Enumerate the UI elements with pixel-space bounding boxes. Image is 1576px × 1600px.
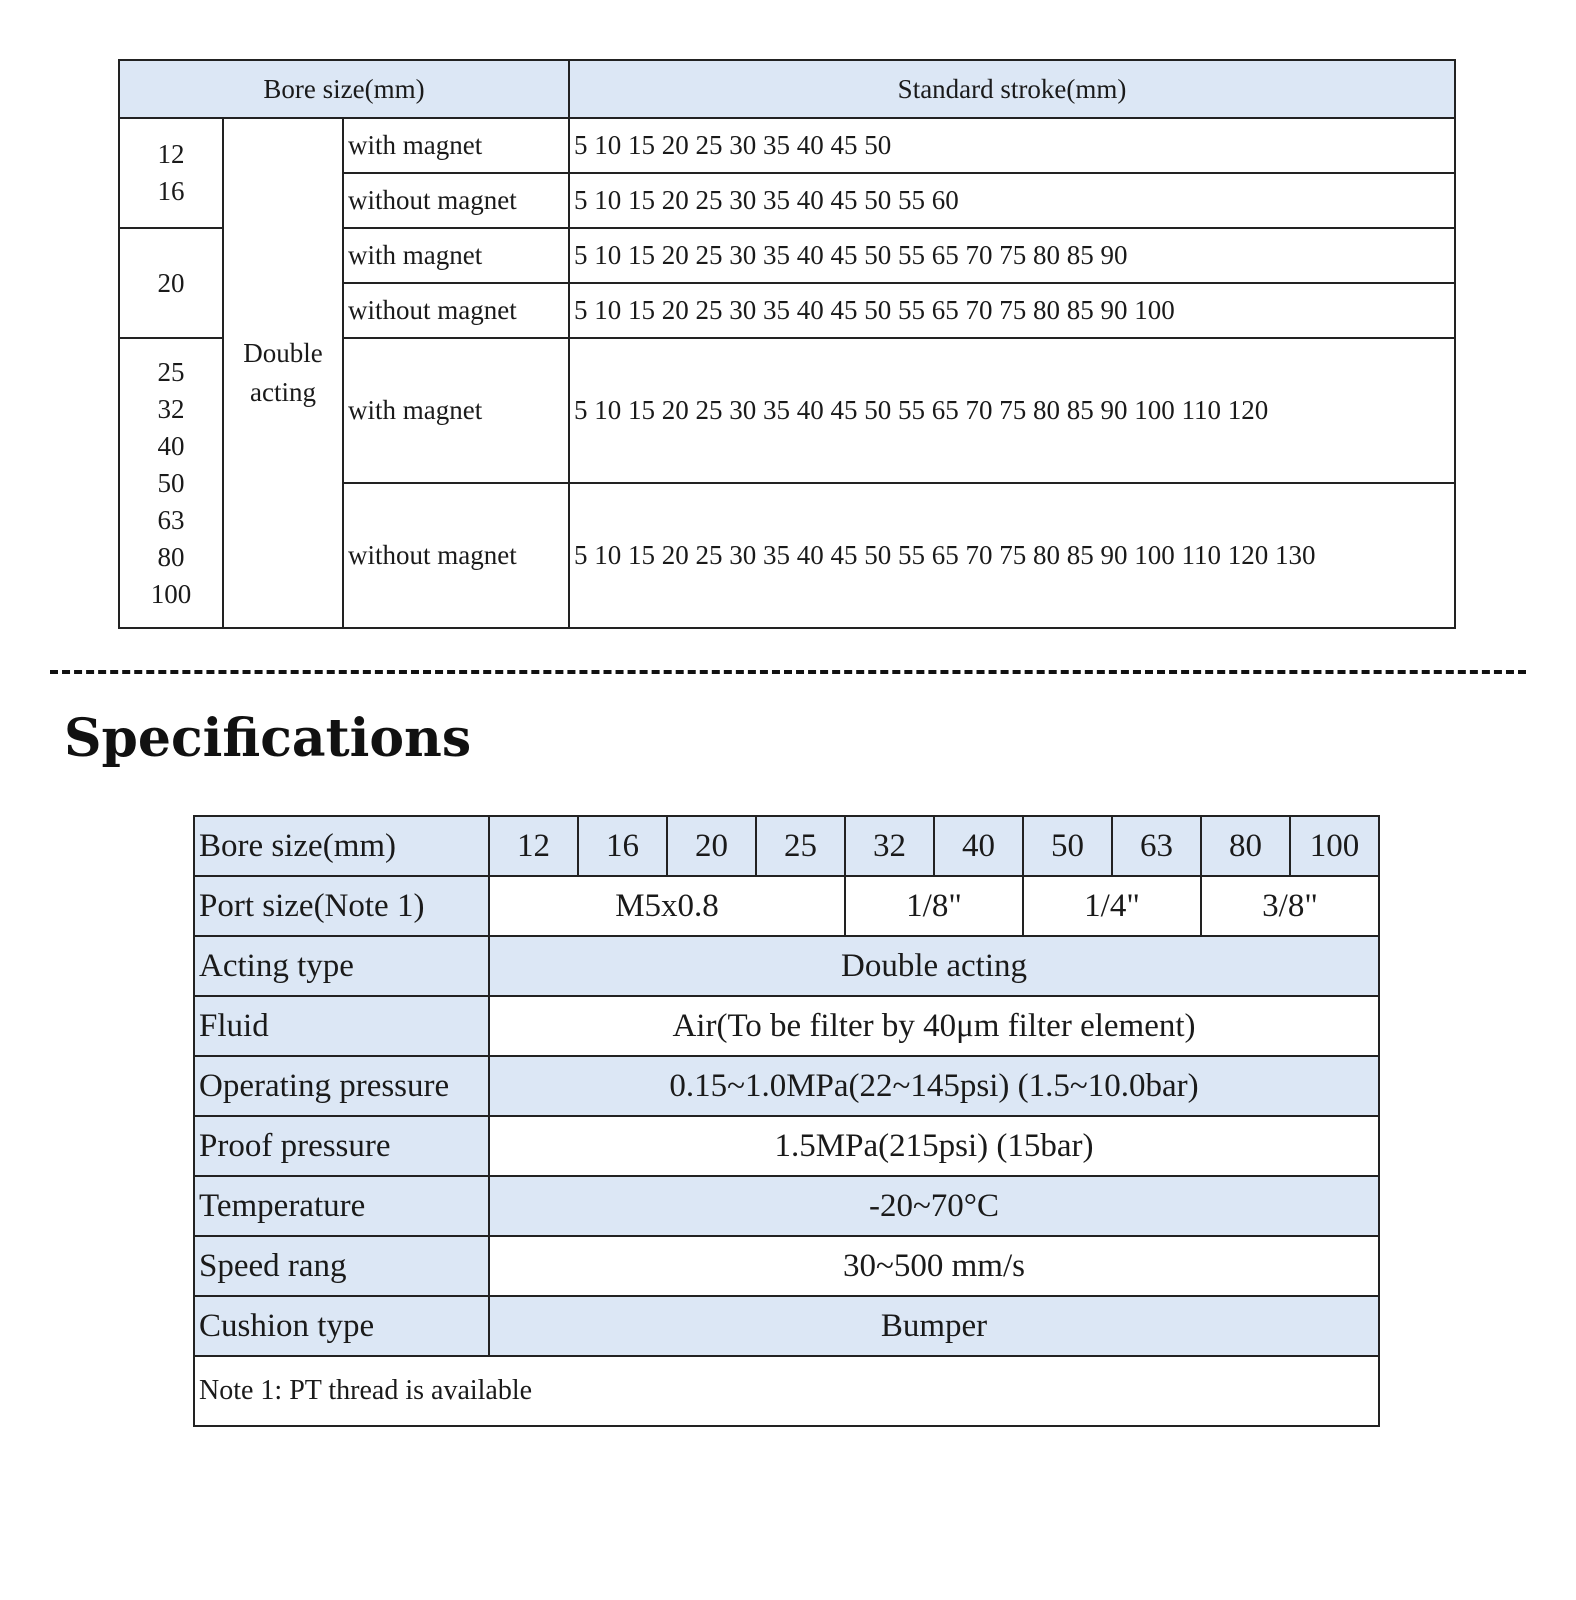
row-label: Speed rang bbox=[194, 1236, 489, 1296]
temperature-row bbox=[194, 1176, 1379, 1236]
acting-type-row bbox=[194, 936, 1379, 996]
bore-group-12-16 bbox=[119, 118, 223, 228]
row-value: Double acting bbox=[489, 936, 1379, 996]
bore-value: 20 bbox=[157, 267, 185, 298]
bore-value: 40 bbox=[157, 430, 185, 461]
row-value: 1.5MPa(215psi) (15bar) bbox=[489, 1116, 1379, 1176]
magnet-type: with magnet bbox=[343, 338, 569, 483]
magnet-type: with magnet bbox=[343, 118, 569, 173]
magnet-type: with magnet bbox=[343, 228, 569, 283]
port-cell: 3/8" bbox=[1201, 876, 1379, 936]
bore-value: 50 bbox=[157, 467, 185, 498]
stroke-values: 5 10 15 20 25 30 35 40 45 50 bbox=[569, 118, 1455, 173]
stroke-values: 5 10 15 20 25 30 35 40 45 50 55 65 70 75 80 85 90 bbox=[569, 228, 1455, 283]
magnet-type: without magnet bbox=[343, 173, 569, 228]
proof-pressure-row bbox=[194, 1116, 1379, 1176]
bore-value: 63 bbox=[157, 504, 185, 535]
bore-value: 80 bbox=[157, 541, 185, 572]
page-title: Specifications bbox=[64, 708, 472, 769]
row-value: 0.15~1.0MPa(22~145psi) (1.5~10.0bar) bbox=[489, 1056, 1379, 1116]
bore-group-25-100 bbox=[119, 338, 223, 628]
bore-value: 100 bbox=[150, 578, 192, 609]
bore-value: 32 bbox=[157, 393, 185, 424]
operating-pressure-row bbox=[194, 1056, 1379, 1116]
port-size-row bbox=[194, 876, 1379, 936]
row-value: -20~70°C bbox=[489, 1176, 1379, 1236]
bore-cell: 16 bbox=[578, 816, 667, 876]
bore-size-header: Bore size(mm) bbox=[119, 60, 569, 118]
port-cell: 1/4" bbox=[1023, 876, 1201, 936]
cushion-type-row bbox=[194, 1296, 1379, 1356]
bore-cell: 50 bbox=[1023, 816, 1112, 876]
note-text: Note 1: PT thread is available bbox=[194, 1356, 1379, 1426]
bore-cell: 80 bbox=[1201, 816, 1290, 876]
port-cell: M5x0.8 bbox=[489, 876, 845, 936]
bore-cell: 20 bbox=[667, 816, 756, 876]
bore-cell: 100 bbox=[1290, 816, 1379, 876]
row-label: Fluid bbox=[194, 996, 489, 1056]
row-value: Air(To be filter by 40μm filter element) bbox=[489, 996, 1379, 1056]
standard-stroke-header: Standard stroke(mm) bbox=[569, 60, 1455, 118]
bore-value: 25 bbox=[157, 356, 185, 387]
dashed-divider bbox=[50, 670, 1526, 674]
bore-value: 16 bbox=[157, 176, 185, 206]
bore-value: 12 bbox=[157, 139, 185, 169]
row-label: Operating pressure bbox=[194, 1056, 489, 1116]
row-label: Temperature bbox=[194, 1176, 489, 1236]
port-cell: 1/8" bbox=[845, 876, 1023, 936]
magnet-type: without magnet bbox=[343, 483, 569, 628]
bore-cell: 25 bbox=[756, 816, 845, 876]
row-label: Bore size(mm) bbox=[194, 816, 489, 876]
bore-size-row bbox=[194, 816, 1379, 876]
note-row bbox=[194, 1356, 1379, 1426]
fluid-row bbox=[194, 996, 1379, 1056]
acting-line: Double bbox=[243, 338, 323, 368]
bore-cell: 40 bbox=[934, 816, 1023, 876]
table-row bbox=[119, 118, 1455, 173]
double-acting-cell bbox=[223, 118, 343, 628]
specifications-table bbox=[193, 815, 1380, 1427]
row-label: Proof pressure bbox=[194, 1116, 489, 1176]
row-label: Acting type bbox=[194, 936, 489, 996]
bore-cell: 12 bbox=[489, 816, 578, 876]
stroke-values: 5 10 15 20 25 30 35 40 45 50 55 60 bbox=[569, 173, 1455, 228]
bore-cell: 63 bbox=[1112, 816, 1201, 876]
stroke-table bbox=[118, 59, 1456, 629]
row-value: 30~500 mm/s bbox=[489, 1236, 1379, 1296]
magnet-type: without magnet bbox=[343, 283, 569, 338]
row-value: Bumper bbox=[489, 1296, 1379, 1356]
stroke-values: 5 10 15 20 25 30 35 40 45 50 55 65 70 75 80 85 90 100 110 120 bbox=[569, 338, 1455, 483]
stroke-values: 5 10 15 20 25 30 35 40 45 50 55 65 70 75 80 85 90 100 bbox=[569, 283, 1455, 338]
stroke-header-row bbox=[119, 60, 1455, 118]
speed-range-row bbox=[194, 1236, 1379, 1296]
row-label: Port size(Note 1) bbox=[194, 876, 489, 936]
stroke-values: 5 10 15 20 25 30 35 40 45 50 55 65 70 75 80 85 90 100 110 120 130 bbox=[569, 483, 1455, 628]
row-label: Cushion type bbox=[194, 1296, 489, 1356]
acting-line: acting bbox=[250, 377, 316, 407]
bore-cell: 32 bbox=[845, 816, 934, 876]
bore-group-20 bbox=[119, 228, 223, 338]
